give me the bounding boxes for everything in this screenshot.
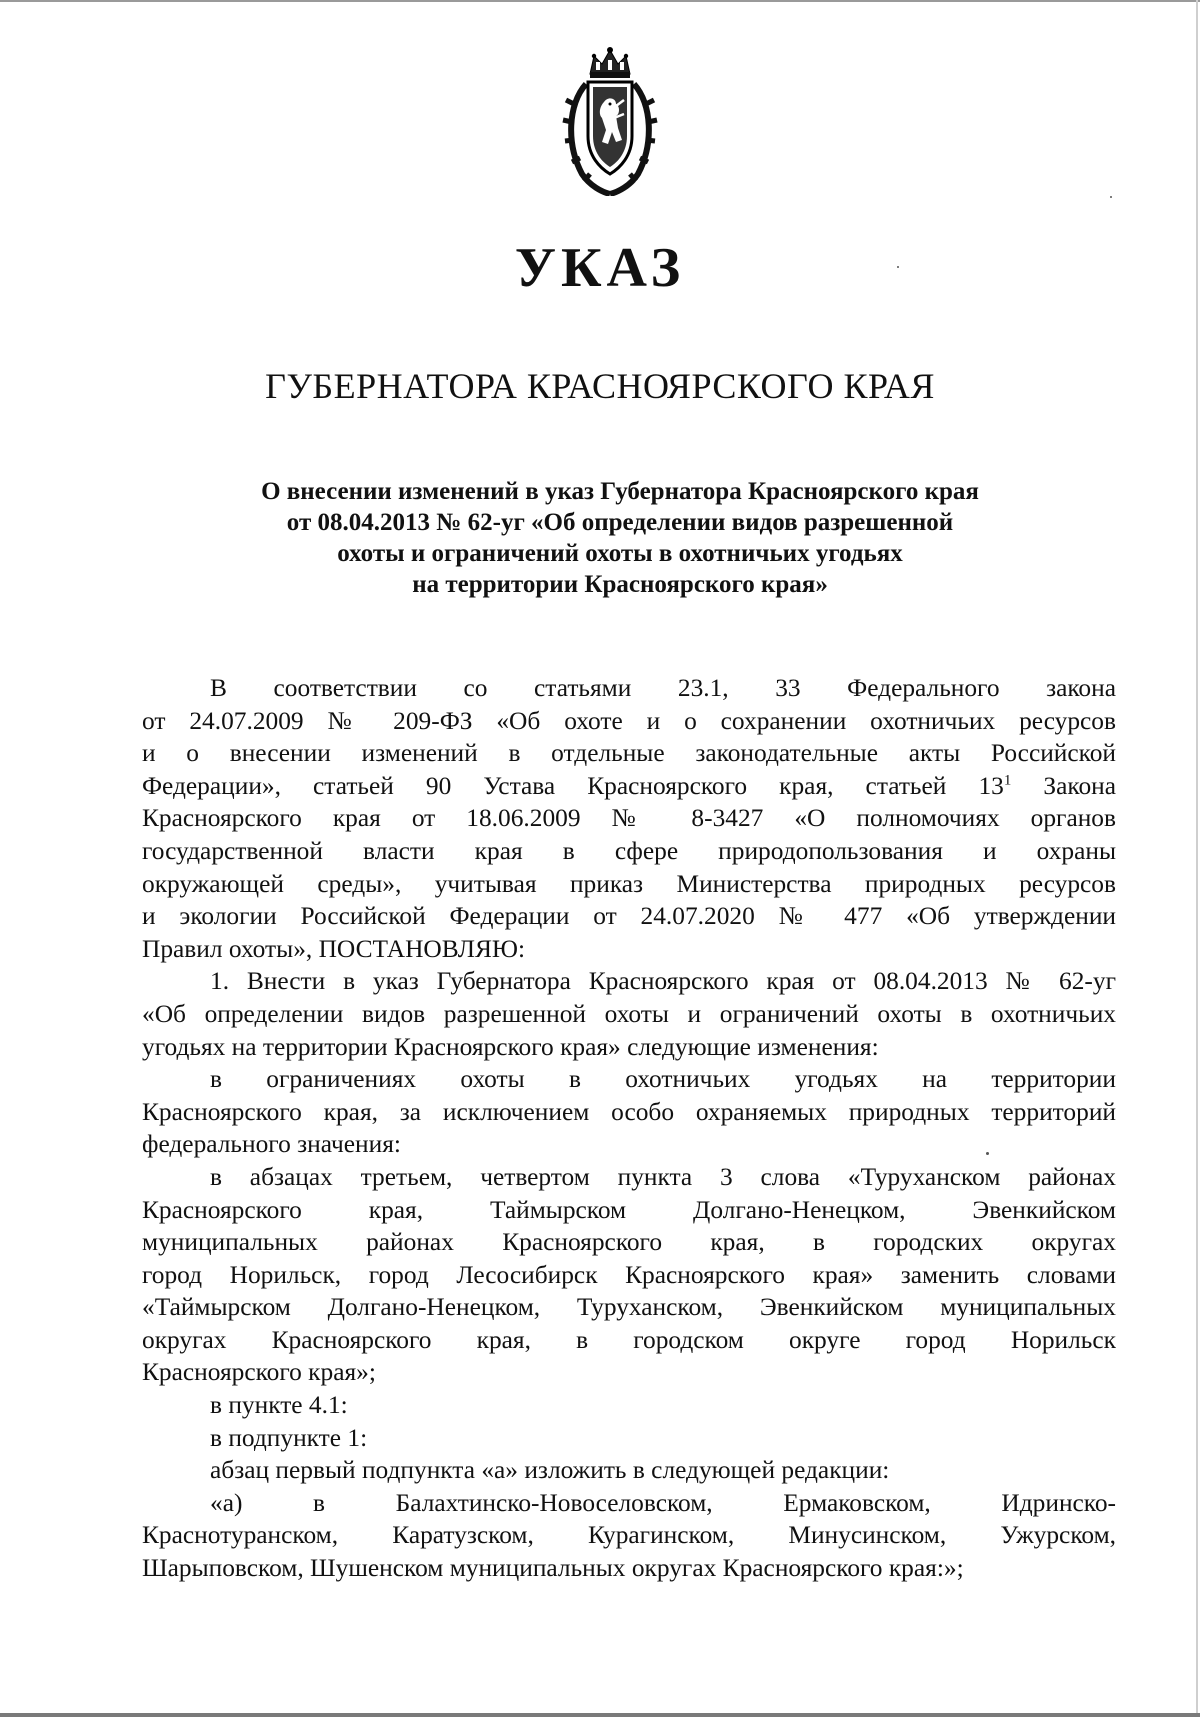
- item1-line: 1. Внести в указ Губернатора Красноярского края от 08.04.2013 № 62-уг: [210, 967, 1116, 996]
- preamble-text: Федерации», статьей 90 Устава Красноярского края, статьей 13: [142, 771, 1004, 800]
- abzac-a-line: «а) в Балахтинско-Новоселовском, Ермаковском, Идринско-: [210, 1488, 1116, 1517]
- coat-of-arms-emblem: [560, 44, 660, 196]
- scan-speck: [986, 1152, 989, 1155]
- document-body: [142, 672, 1116, 1585]
- heading-line: от 08.04.2013 № 62-уг «Об определении видов разрешенной: [286, 509, 954, 536]
- paragraph3-line: город Норильск, город Лесосибирск Красноярского края» заменить словами: [142, 1260, 1116, 1289]
- document-heading: [190, 476, 1050, 600]
- document-issuer: ГУБЕРНАТОРА КРАСНОЯРСКОГО КРАЯ: [265, 366, 935, 406]
- preamble-line: государственной власти края в сфере природопользования и охраны: [142, 836, 1116, 865]
- scan-edge-bottom: [0, 1713, 1200, 1717]
- paragraph3-line: Красноярского края, Таймырском Долгано-Ненецком, Эвенкийском: [142, 1195, 1116, 1224]
- preamble-line: и экологии Российской Федерации от 24.07.2020 № 477 «Об утверждении: [142, 902, 1116, 931]
- preamble-line: и о внесении изменений в отдельные законодательные акты Российской: [142, 739, 1116, 768]
- heading-line: на территории Красноярского края»: [412, 571, 828, 598]
- restrictions-line: в ограничениях охоты в охотничьих угодьях на территории: [210, 1065, 1116, 1094]
- preamble-line: от 24.07.2009 № 209-ФЗ «Об охоте и о сохранении охотничьих ресурсов: [142, 706, 1116, 735]
- paragraph3-line: Красноярского края»;: [142, 1358, 376, 1387]
- preamble-line: Красноярского края от 18.06.2009 № 8-3427 «О полномочиях органов: [142, 804, 1116, 833]
- preamble-text: Закона: [1011, 771, 1117, 800]
- restrictions-line: федерального значения:: [142, 1130, 401, 1159]
- scan-edge-top: [0, 0, 1200, 2]
- item1-line: угодьях на территории Красноярского края» следующие изменения:: [142, 1032, 879, 1061]
- item1-line: «Об определении видов разрешенной охоты и ограничений охоты в охотничьих: [142, 999, 1116, 1028]
- preamble-line: В соответствии со статьями 23.1, 33 Федерального закона: [210, 674, 1116, 702]
- document-title: УКАЗ: [514, 237, 686, 299]
- preamble-line: Правил охоты», ПОСТАНОВЛЯЮ:: [142, 934, 526, 963]
- abzac-a-line: Краснотуранском, Каратузском, Курагинском, Минусинском, Ужурском,: [142, 1521, 1116, 1550]
- paragraph3-line: «Таймырском Долгано-Ненецком, Туруханском, Эвенкийском муниципальных: [142, 1293, 1116, 1322]
- paragraph3-line: муниципальных районах Красноярского края, в городских округах: [142, 1228, 1116, 1257]
- scan-speck: [897, 266, 899, 268]
- scan-speck: [1110, 196, 1112, 198]
- abzac-a-line: Шарыповском, Шушенском муниципальных округах Красноярского края:»;: [142, 1554, 964, 1583]
- restrictions-line: Красноярского края, за исключением особо охраняемых природных территорий: [142, 1097, 1116, 1126]
- abzac-a-intro: абзац первый подпункта «а» изложить в следующей редакции:: [210, 1456, 890, 1485]
- point-4-1: в пункте 4.1:: [210, 1391, 348, 1420]
- subpoint-1: в подпункте 1:: [210, 1423, 368, 1452]
- paragraph3-line: в абзацах третьем, четвертом пункта 3 слова «Туруханском районах: [210, 1162, 1116, 1191]
- paragraph3-line: округах Красноярского края, в городском округе город Норильск: [142, 1325, 1116, 1354]
- preamble-line: окружающей среды», учитывая приказ Министерства природных ресурсов: [142, 869, 1116, 898]
- heading-line: охоты и ограничений охоты в охотничьих угодьях: [337, 540, 903, 567]
- preamble-line-with-superscript: [142, 770, 1116, 803]
- heading-line: О внесении изменений в указ Губернатора Красноярского края: [261, 478, 979, 505]
- superscript: 1: [1003, 772, 1012, 789]
